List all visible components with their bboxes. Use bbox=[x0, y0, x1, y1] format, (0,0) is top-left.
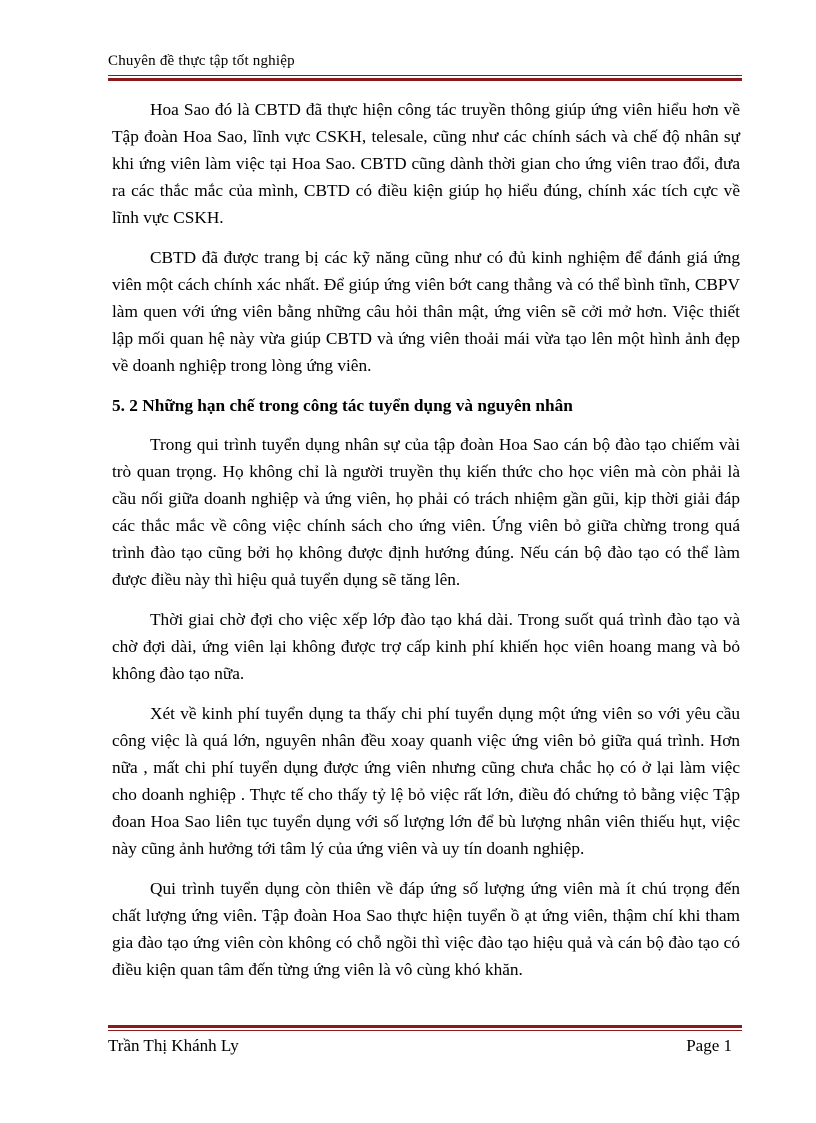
footer-divider bbox=[108, 1025, 742, 1031]
body-paragraph: Thời giai chờ đợi cho việc xếp lớp đào tạo khá dài. Trong suốt quá trình đào tạo và chờ đợi dài, ứng viên lại không được trợ cấp kinh phí khiến học viên hoang mang và bỏ không đào tạo nữa. bbox=[112, 610, 740, 683]
body-paragraph: Qui trình tuyển dụng còn thiên về đáp ứng số lượng ứng viên mà ít chú trọng đến chất lượng ứng viên. Tập đoàn Hoa Sao thực hiện tuyển ồ ạt ứng viên, thậm chí khi tham gia đào tạo ứng viên còn không có chỗ ngồi thì việc đào tạo hiệu quả và cán bộ đào tạo có điều kiện quan tâm đến từng ứng viên là vô cùng khó khăn. bbox=[112, 879, 740, 979]
footer-divider-thin bbox=[108, 1030, 742, 1031]
section-heading: 5. 2 Những hạn chế trong công tác tuyển dụng và nguyên nhân bbox=[112, 396, 573, 415]
footer-divider-thick bbox=[108, 1025, 742, 1028]
body-paragraph: Xét về kinh phí tuyển dụng ta thấy chi phí tuyển dụng một ứng viên so với yêu cầu công việc là quá lớn, nguyên nhân đều xoay quanh việc ứng viên bỏ giữa quá trình. Hơn nữa , mất chi phí tuyển dụng được ứng viên nhưng cũng chưa chắc họ có ở lại làm việc cho doanh nghiệp . Thực tế cho thấy tỷ lệ bỏ việc rất lớn, điều đó chứng tỏ bằng việc Tập đoan Hoa Sao liên tục tuyển dụng với số lượng lớn để bù lượng nhân viên thiếu hụt, việc này cũng ảnh hưởng tới tâm lý của ứng viên và uy tín doanh nghiệp. bbox=[112, 704, 740, 858]
header-divider bbox=[108, 75, 742, 81]
page-header-title: Chuyên đề thực tập tốt nghiệp bbox=[108, 53, 295, 69]
document-body bbox=[112, 96, 740, 996]
footer-page-number: Page 1 bbox=[686, 1036, 732, 1055]
body-paragraph: Hoa Sao đó là CBTD đã thực hiện công tác truyền thông giúp ứng viên hiểu hơn về Tập đoàn Hoa Sao, lĩnh vực CSKH, telesale, cũng như các chính sách và chế độ nhân sự khi ứng viên làm việc tại Hoa Sao. CBTD cũng dành thời gian cho ứng viên trao đổi, đưa ra các thắc mắc của mình, CBTD có điều kiện giúp họ hiểu đúng, chính xác tích cực về lĩnh vực CSKH. bbox=[112, 100, 740, 227]
body-paragraph: CBTD đã được trang bị các kỹ năng cũng như có đủ kinh nghiệm để đánh giá ứng viên một cách chính xác nhất. Để giúp ứng viên bớt cang thẳng và có thể bình tĩnh, CBPV làm quen với ứng viên bằng những câu hỏi thân mật, ứng viên sẽ cởi mở hơn. Việc thiết lập mối quan hệ này vừa giúp CBTD và ứng viên thoải mái vừa tạo lên một hình ảnh đẹp về doanh nghiệp trong lòng ứng viên. bbox=[112, 248, 740, 375]
header-divider-thick bbox=[108, 78, 742, 81]
body-paragraph: Trong qui trình tuyển dụng nhân sự của tập đoàn Hoa Sao cán bộ đào tạo chiếm vài trò quan trọng. Họ không chỉ là người truyền thụ kiến thức cho học viên mà còn phải là cầu nối giữa doanh nghiệp và ứng viên, họ phải có trách nhiệm gần gũi, kịp thời giải đáp các thắc mắc về công việc chính sách cho ứng viên. Ứng viên bỏ giữa chừng trong quá trình đào tạo cũng bởi họ không được định hướng đúng. Nếu cán bộ đào tạo có thể làm được điều này thì hiệu quả tuyển dụng sẽ tăng lên. bbox=[112, 435, 740, 589]
footer-author: Trần Thị Khánh Ly bbox=[108, 1036, 239, 1055]
header-divider-thin bbox=[108, 75, 742, 76]
